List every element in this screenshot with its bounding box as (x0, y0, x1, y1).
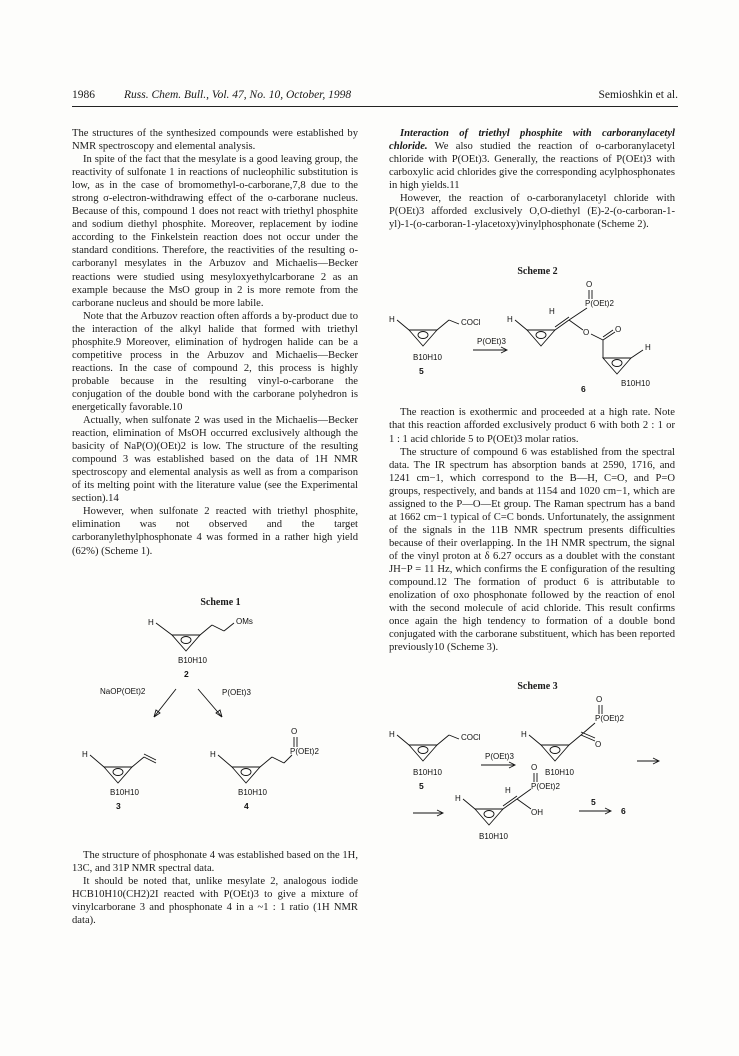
paragraph: However, when sulfonate 2 reacted with triethyl phosphite, elimination was not observed and the target carboranylethylphosphonate 4 was formed in a rather high yield (62%) (Scheme 1). (72, 506, 358, 557)
atom-label: COCl (461, 318, 481, 328)
atom-label: H (549, 307, 555, 317)
compound-number: 3 (116, 800, 121, 811)
paragraph: The reaction is exothermic and proceeded at a high rate. Note that this reaction afforded exclusively product 6 with both 2 : 1 or 1 : 1 acid chloride 5 to P(OEt)3 molar ratios. (389, 407, 675, 445)
right-column (389, 127, 675, 843)
atom-label: H (455, 794, 461, 804)
scheme-1-title: Scheme 1 (200, 596, 241, 608)
compound-number: 6 (581, 384, 586, 395)
compound-6 (507, 280, 651, 394)
compound-3 (82, 750, 156, 811)
atom-label: P(OEt)2 (290, 746, 319, 756)
left-column (72, 127, 358, 927)
journal-citation: Russ. Chem. Bull., Vol. 47, No. 10, October, 1998 (124, 89, 352, 101)
atom-label: H (507, 315, 513, 325)
atom-label: O (615, 325, 622, 335)
atom-label: COCl (461, 733, 481, 743)
atom-label: H (389, 730, 395, 740)
authors: Semioshkin et al. (598, 89, 678, 101)
atom-label: H (505, 786, 511, 796)
atom-label: H (82, 749, 88, 759)
reagent-label: NaOP(OEt)2 (100, 686, 146, 696)
atom-label: B10H10 (238, 787, 267, 797)
atom-label: OMs (236, 616, 253, 626)
atom-label: O (531, 763, 538, 773)
atom-label: B10H10 (110, 787, 139, 797)
compound-number: 5 (419, 366, 424, 377)
atom-label: P(OEt)2 (531, 782, 560, 792)
reagent-label: P(OEt)3 (485, 752, 514, 762)
reagent-label: P(OEt)3 (477, 337, 506, 347)
atom-label: O (596, 695, 603, 705)
scheme-2-diagram (389, 278, 675, 400)
atom-label: B10H10 (178, 655, 207, 665)
compound-number: 4 (244, 800, 249, 811)
scheme-1-diagram (72, 609, 358, 849)
atom-label: B10H10 (621, 379, 650, 389)
atom-label: B10H10 (545, 768, 574, 778)
paragraph: The structure of compound 6 was established from the spectral data. The IR spectrum has absorption bands at 2590, 1716, and 1241 cm−1, which correspond to the B—H, C=O, and P=O groups, respectively, and bands at 1154 and 1020 cm−1, which are assigned to the P—O—Et group. The Raman spectrum has a band at 1662 cm−1 typical of C=C bonds. Unfortunately, the assignment of the signals in the 11B NMR spectrum presents difficulties because of their overlapping. In the 1H NMR spectrum, the signal of the vinyl proton at δ 6.27 occurs as a doublet with the constant JH−P = 11 Hz, which confirms the E configuration of the resulting compound.12 The formation of product 6 is attributable to enolization of oxo phosphonate followed by the reaction of enol with the second molecule of acid chloride. This result confirms once again the high tendency to formation of a double bond conjugated with the carborane substituent, which has been reported previously10 (Scheme 3). (389, 446, 675, 654)
atom-label: P(OEt)2 (595, 714, 624, 724)
scheme-3-title: Scheme 3 (517, 681, 558, 693)
atom-label: O (595, 740, 602, 750)
running-header (72, 88, 678, 107)
paragraph: It should be noted that, unlike mesylate 2, analogous iodide HCB10H10(CH2)2I reacted with P(OEt)3 to give a mixture of vinylcarborane 3 and phosphonate 4 in a ~1 : 1 ratio (1H NMR data). (72, 875, 358, 926)
paragraph: The structure of phosphonate 4 was established based on the 1H, 13C, and 31P NMR spectral data. (72, 849, 358, 874)
compound-number: 5 (419, 781, 424, 792)
atom-label: H (521, 730, 527, 740)
compound-2 (148, 617, 253, 679)
atom-label: OH (531, 808, 543, 818)
atom-label: H (389, 315, 395, 325)
compound-5 (389, 730, 481, 791)
paragraph: Note that the Arbuzov reaction often affords a by-product due to the interaction of the alkyl halide that formed with triethyl phosphite.9 Moreover, elimination of hydrogen halide can be a competitive process in the Arbuzov and Michaelis—Becker reactions. In the case of compound 2, this process is highly probable because in the resulting vinyl-o-carborane the conjugation of the double bond with the carborane polyhedron is energetically favorable.10 (72, 310, 358, 413)
compound-number: 6 (621, 806, 626, 817)
paragraph: In spite of the fact that the mesylate is a good leaving group, the reactivity of sulfonate 1 in reactions of nucleophilic substitution is low, as in the case of bromomethyl-o-carborane,7,8 due to the strong σ-electron-withdrawing effect of the o-carborane nucleus. Because of this, compound 1 does not react with triethyl phosphite and sodium diethyl phosphite. Moreover, replacement by iodine according to the Finkelstein reaction does not occur under the standard conditions. Therefore, the reactivities of the resulting o-carboranyl mesylates in the Arbuzov and Michaelis—Becker reactions were studied using mesyloxyethylcarborane 2 as an example because the MsO group in 2 is more remote from the carborane nucleus and should be more labile. (72, 154, 358, 309)
atom-label: B10H10 (413, 353, 442, 363)
compound-5 (389, 315, 481, 376)
paragraph: However, the reaction of o-carboranylacetyl chloride with P(OEt)3 afforded exclusively O,O-diethyl (E)-2-(o-carboran-1-yl)-1-(o-carboran-1-ylacetoxy)vinylphosphonate (Scheme 2). (389, 193, 675, 231)
compound-number: 2 (184, 668, 189, 679)
page-number: 1986 (72, 89, 95, 101)
section-title: Interaction of triethyl phosphite with carboranylacetyl chloride. (389, 128, 675, 153)
reagent-label: 5 (591, 797, 596, 808)
atom-label: O (291, 726, 298, 736)
atom-label: P(OEt)2 (585, 299, 614, 309)
paragraph: Interaction of triethyl phosphite with carboranylacetyl chloride. We also studied the reaction of o-carboranylacetyl chloride with P(OEt)3. Generally, the reactions of P(OEt)3 with carboxylic acid chlorides give the corresponding acylphosphonates in high yields.11 (389, 128, 675, 192)
compound-4 (210, 727, 319, 811)
atom-label: B10H10 (479, 832, 508, 842)
atom-label: O (586, 280, 593, 290)
atom-label: H (210, 749, 216, 759)
reagent-label: P(OEt)3 (222, 687, 251, 697)
paragraph: Actually, when sulfonate 2 was used in the Michaelis—Becker reaction, elimination of MsOH occurred exclusively although the basicity of NaP(O)(OEt)2 is low. The structure of the resulting compound 3 was established based on the data of 1H NMR spectroscopy and elemental analysis as well as from a comparison of its melting point with the literature value (see the Experimental section).14 (72, 415, 358, 505)
scheme-2-title: Scheme 2 (517, 266, 558, 278)
atom-label: H (645, 343, 651, 353)
paragraph: The structures of the synthesized compounds were established by NMR spectroscopy and elemental analysis. (72, 128, 358, 153)
atom-label: O (583, 328, 590, 338)
atom-label: H (148, 617, 154, 627)
scheme-3-diagram (389, 693, 675, 843)
atom-label: B10H10 (413, 768, 442, 778)
